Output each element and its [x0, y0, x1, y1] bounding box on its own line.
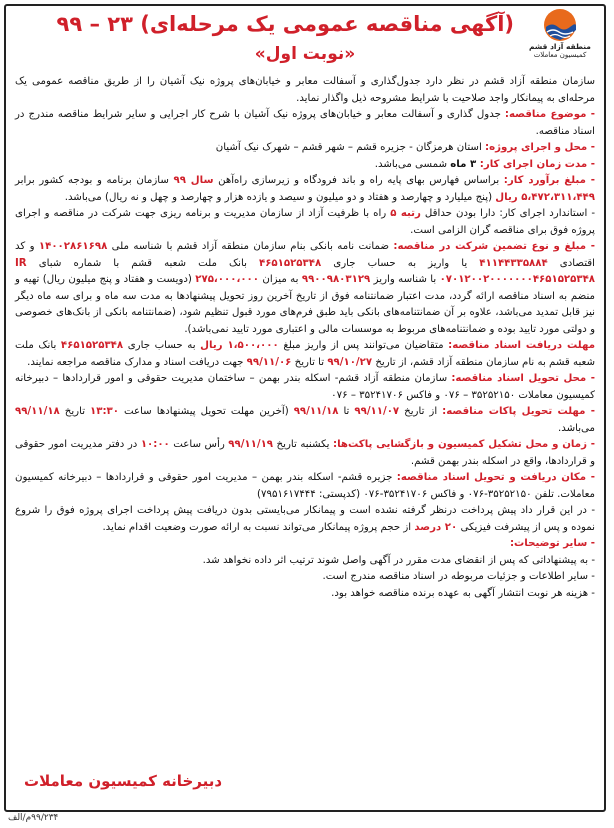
notice-subtitle: «نوبت اول»	[254, 44, 356, 64]
delivery-paragraph: - محل تحویل اسناد مناقصه: سازمان منطقه آزاد قشم- اسکله بندر بهمن – ساختمان مدیریت حقوقی و امور قراردادها – دبیرخانه کمیسیون معاملات ۳۵۲۵۲۱۵۰ – ۰۷۶ و فاکس ۳۵۲۴۱۷۰۶ – ۰۷۶	[15, 373, 595, 401]
organization-logo	[522, 8, 598, 72]
guarantee-paragraph: - مبلغ و نوع تضمین شرکت در مناقصه: ضمانت نامه بانکی بنام سازمان منطقه آزاد قشم با شناسه ملی ۱۴۰۰۲۸۶۱۶۹۸ و کد اقتصادی ۴۱۱۴۴۳۳۵۸۸۴ یا واریز به حساب جاری ۴۶۵۱۵۲۵۳۴۸ بانک ملت شعبه قشم با شماره شبای IR ۰۷۰۱۲۰۰۲۰۰۰۰۰۰۰۴۶۵۱۵۲۵۳۴۸ با شناسه واریز ۹۹۰۰۹۸۰۳۱۲۹ به میزان ۲۷۵،۰۰۰،۰۰۰ (دویست و هفتاد و پنج میلیون ریال) تهیه و منضم به اسناد مناقصه ارائه گردد، مدت اعتبار ضمانتنامه فوق از تاریخ آخرین روز تحویل پیشنهادها به مدت سه ماه و برای سه ماه دیگر نیز قابل تمدید می‌باشد، علاوه بر آن ضمانتنامه‌های بانکی باید طبق فرم‌های مورد قبول تنظیم شود، (ضمانتنامه بانکی از بانک‌های خصوصی و دولتی مورد تایید بوده و ضمانتنامه‌های مربوط به موسسات مالی و اعتباری مورد تایید نمی‌باشد).	[15, 241, 596, 335]
intro-paragraph: سازمان منطقه آزاد قشم در نظر دارد جدول‌گذاری و آسفالت معابر و خیابان‌های پروژه نیک آشیان را از طریق مناقصه عمومی یک مرحله‌ای به پیمانکار واجد صلاحیت با شرایط مشروحه ذیل واگذار نماید.	[15, 76, 595, 104]
notice-body	[6, 74, 604, 602]
logo-org-name: منطقه آزاد قشم	[529, 42, 591, 51]
qeshm-logo-icon	[543, 8, 577, 42]
opening-paragraph: - زمان و محل تشکیل کمیسیون و بازگشایی پاکت‌ها: یکشنبه تاریخ ۹۹/۱۱/۱۹ رأس ساعت ۱۰:۰۰ در دفتر مدیریت امور حقوقی و قراردادها، واقع در اسکله بندر بهمن قشم.	[15, 439, 595, 467]
standard-paragraph: - استاندارد اجرای کار: دارا بودن حداقل رتبه ۵ راه با ظرفیت آزاد از سازمان مدیریت و برنامه ریزی جهت شرکت در مناقصه و اجرای پروژه فوق برای مناقصه گران الزامی است.	[15, 208, 596, 236]
estimate-paragraph: - مبلغ برآورد کار: براساس فهارس بهای پایه راه و باند فرودگاه و زیرسازی راه‌آهن سال ۹۹ سازمان برنامه و بودجه کشور برابر ۵،۴۷۲،۳۱۱،۴۴۹ ریال (پنج میلیارد و چهارصد و هفتاد و دو میلیون و سیصد و یازده هزار و چهارصد و چهل و نه ریال) می‌باشد.	[15, 175, 595, 203]
packets-paragraph: - مهلت تحویل پاکات مناقصه: از تاریخ ۹۹/۱۱/۰۷ تا ۹۹/۱۱/۱۸ (آخرین مهلت تحویل پیشنهادها ساعت ۱۳:۳۰ تاریخ ۹۹/۱۱/۱۸ می‌باشد.	[15, 406, 595, 434]
notice-code: ۹۹/۲۳۴م/الف	[8, 813, 59, 823]
note-item: - هزینه هر نوبت انتشار آگهی به عهده برنده مناقصه خواهد بود.	[331, 587, 595, 599]
notice-header	[6, 6, 604, 74]
subject-paragraph: - موضوع مناقصه: جدول گذاری و آسفالت معابر و خیابان‌های پروژه نیک آشیان با شرح کار اجرایی و سایر شرایط مناقصه مندرج در اسناد مناقصه.	[15, 109, 595, 137]
location-paragraph: - محل و اجرای پروژه: استان هرمزگان - جزیره قشم – شهر قشم – شهرک نیک آشیان	[215, 142, 595, 153]
note-item: - سایر اطلاعات و جزئیات مربوطه در اسناد مناقصه مندرج است.	[322, 571, 595, 582]
notes-heading: - سایر توضیحات:	[509, 538, 595, 549]
signature: دبیرخانه کمیسیون معاملات	[24, 772, 223, 790]
note-item: - به پیشنهاداتی که پس از انقضای مدت مقرر در آگهی واصل شوند ترتیب اثر داده نخواهد شد.	[202, 554, 595, 566]
duration-paragraph: - مدت زمان اجرای کار: ۳ ماه شمسی می‌باشد.	[374, 158, 595, 170]
tender-notice	[4, 4, 606, 812]
place-paragraph: - مکان دریافت و تحویل اسناد مناقصه: جزیره قشم- اسکله بندر بهمن – مدیریت امور حقوقی و قراردادها – دبیرخانه کمیسیون معاملات. تلفن ۳۵۲۵۲۱۵۰-۰۷۶ و فاکس ۳۵۲۴۱۷۰۶-۰۷۶ (کدپستی: ۷۹۵۱۶۱۷۴۴۴)	[15, 472, 595, 500]
logo-sub-name: کمیسیون معاملات	[533, 51, 587, 59]
fee-paragraph: مهلت دریافت اسناد مناقصه: متقاضیان می‌توانند پس از واریز مبلغ ۱،۵۰۰،۰۰۰ ریال به حساب جاری ۴۶۵۱۵۲۵۳۴۸ بانک ملت شعبه قشم به نام سازمان منطقه آزاد قشم، از تاریخ ۹۹/۱۰/۲۷ تا تاریخ ۹۹/۱۱/۰۶ جهت دریافت اسناد و مدارک مناقصه مراجعه نمایند.	[15, 340, 595, 368]
prepay-paragraph: - در این قرار داد پیش پرداخت درنظر گرفته نشده است و پیمانکار می‌بایستی بدون دریافت پیش پرداخت اجرای پروژه فوق را شروع نموده و پس از پیشرفت فیزیکی ۲۰ درصد از حجم پروژه پیمانکار می‌تواند نسبت به ارائه صورت وضعیت اقدام نماید.	[15, 505, 595, 533]
notice-title: (آگهی مناقصه عمومی یک مرحله‌ای) ۲۳ – ۹۹	[56, 12, 514, 36]
